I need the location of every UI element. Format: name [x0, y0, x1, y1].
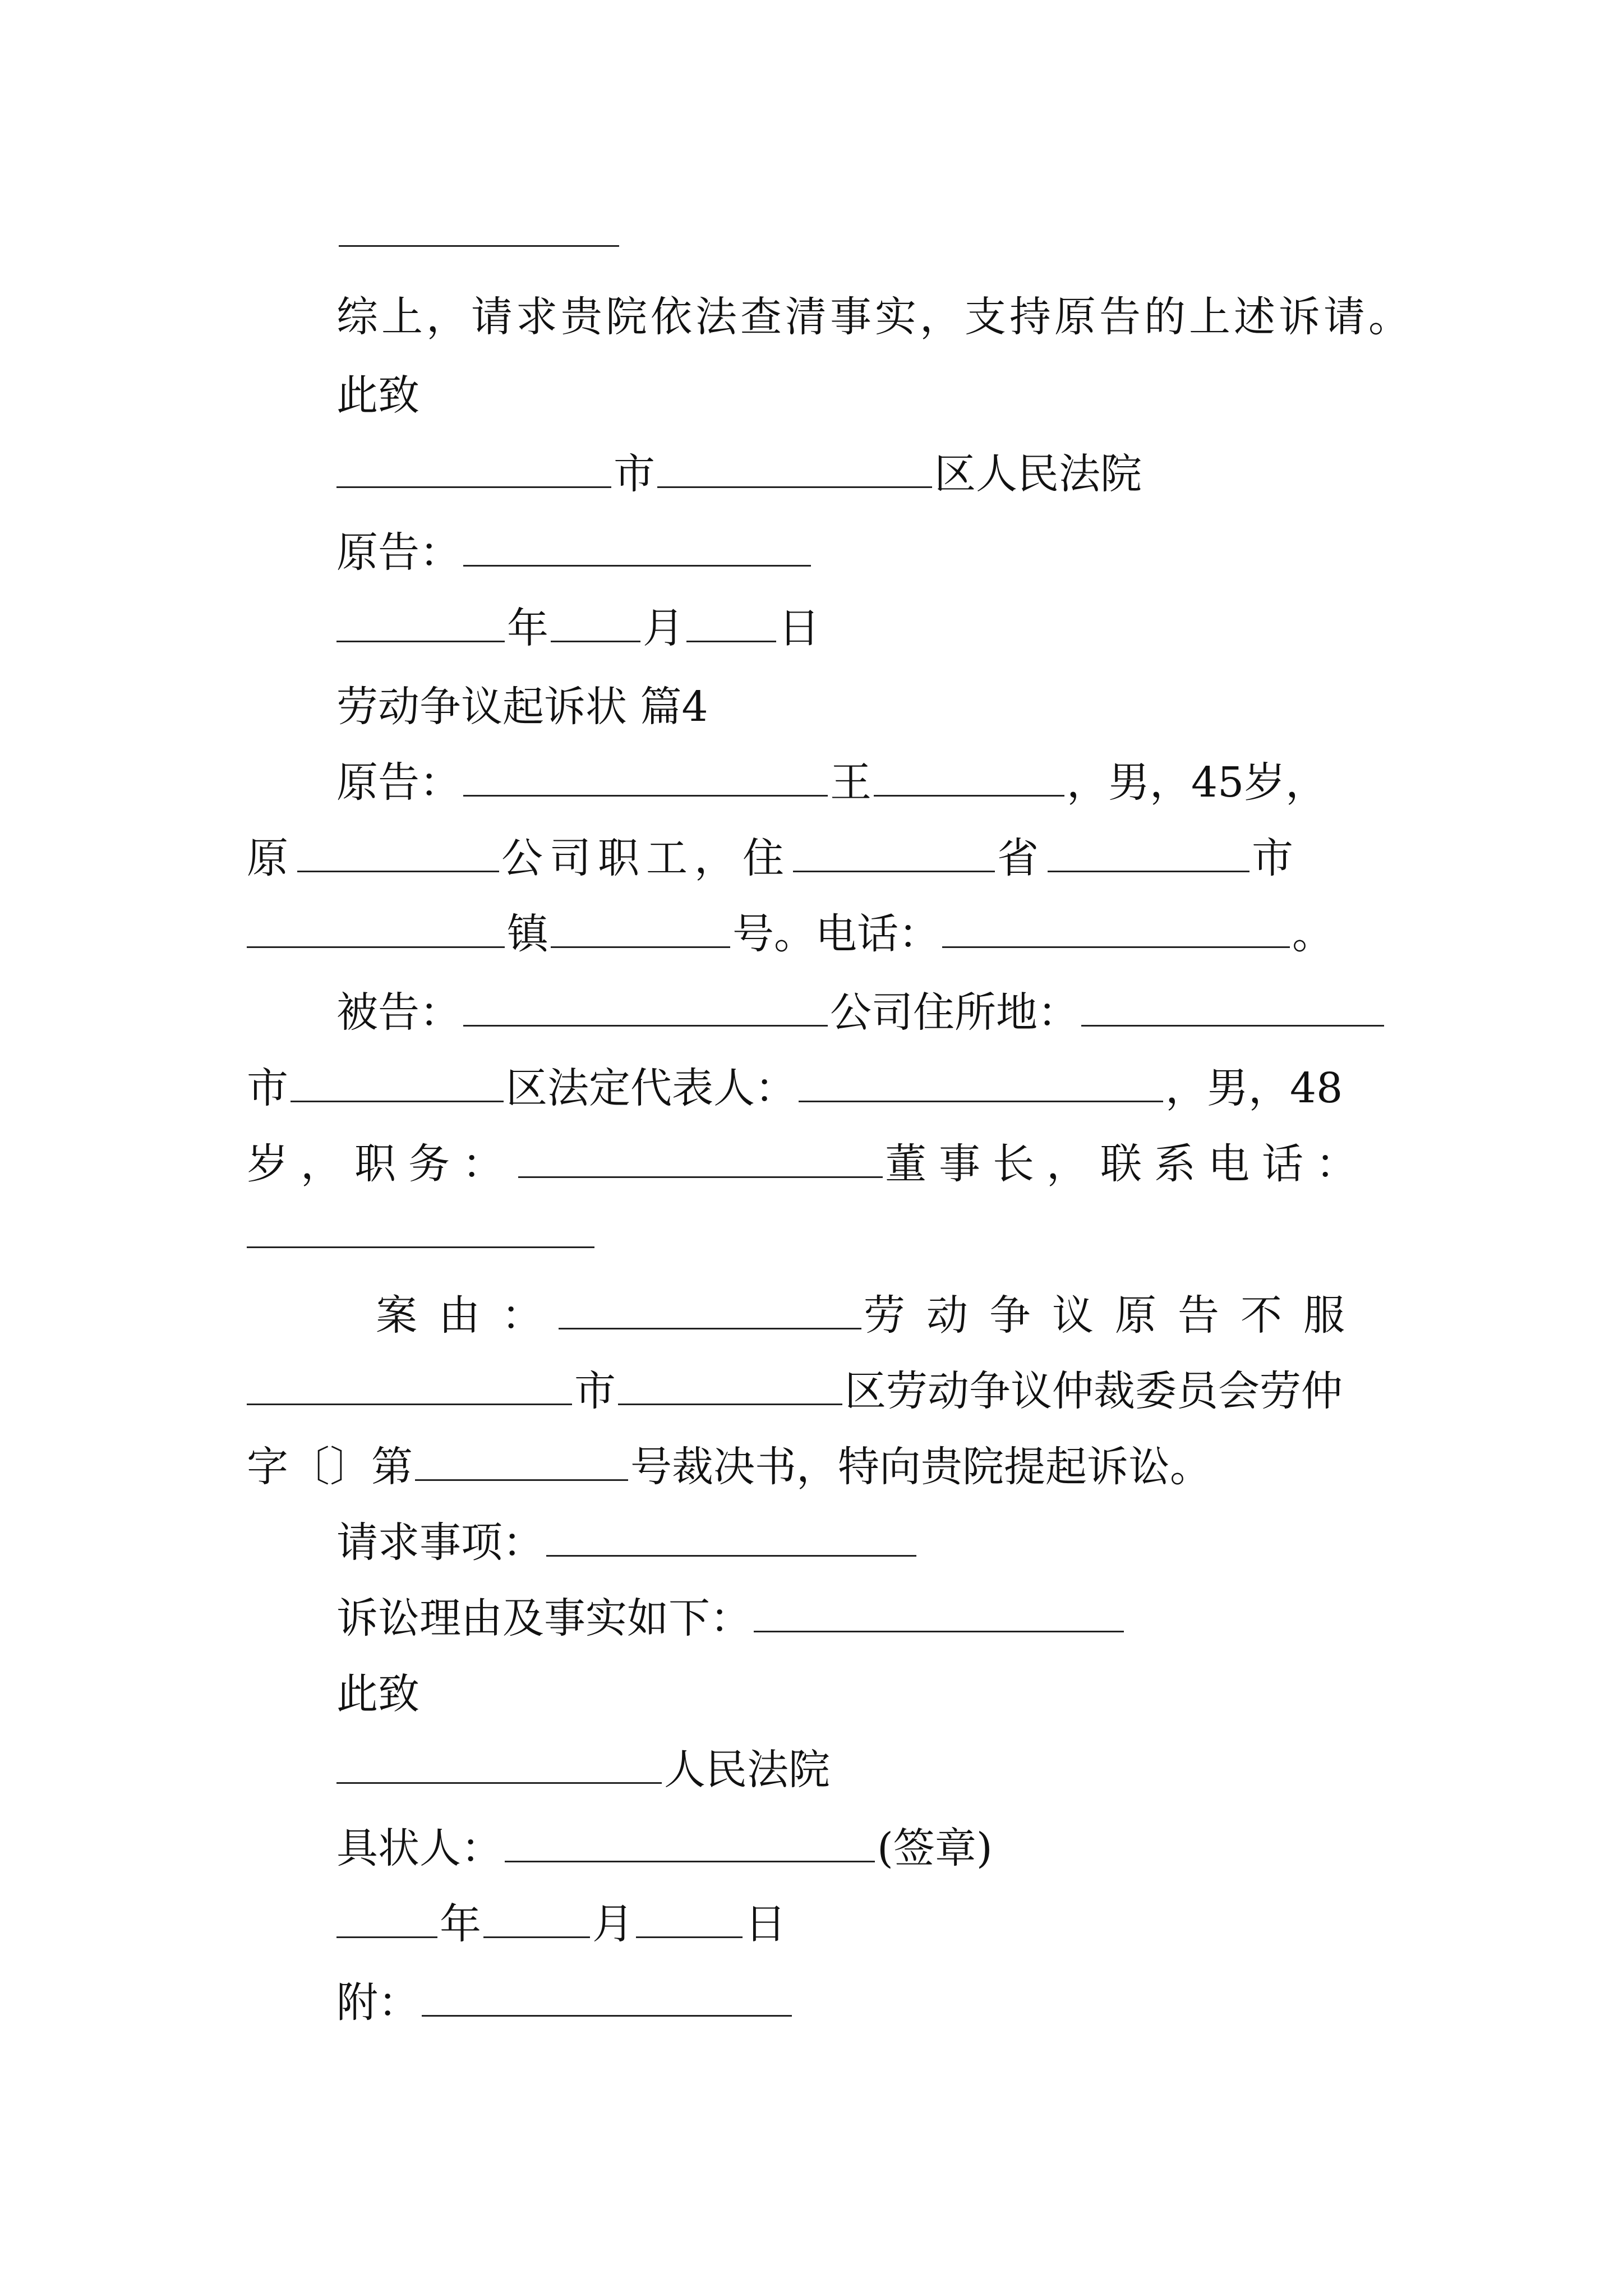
company-staff-text: 公司职工，住 [501, 834, 791, 882]
town-blank[interactable] [247, 908, 505, 948]
court-line-2 [336, 1742, 830, 1798]
defendant-info-line-2 [247, 1060, 1343, 1116]
city-blank[interactable] [1048, 832, 1249, 872]
district-rep-label: 区法定代表人： [506, 1064, 796, 1112]
case-reason-blank[interactable] [559, 1290, 861, 1329]
town-text: 镇 [507, 910, 548, 958]
month-blank-2[interactable] [483, 1898, 590, 1938]
contact-phone-blank[interactable] [247, 1208, 594, 1248]
day-label-2: 日 [745, 1900, 786, 1948]
defendant-info-line-1 [336, 984, 1386, 1041]
claims-label: 请求事项： [336, 1519, 544, 1567]
city-blank[interactable] [336, 448, 611, 488]
position-blank[interactable] [518, 1138, 883, 1178]
title-contact-label: 董事长，联系电话： [885, 1140, 1370, 1188]
court-name-blank[interactable] [336, 1744, 662, 1784]
reasons-label: 诉讼理由及事实如下： [336, 1594, 751, 1642]
plaintiff-info-line-3 [247, 906, 1334, 962]
date-line-2 [336, 1896, 786, 1952]
year-label: 年 [507, 604, 548, 652]
signer-blank[interactable] [505, 1823, 875, 1862]
ruling-number-blank[interactable] [415, 1441, 628, 1481]
date-line-1 [336, 600, 820, 656]
plaintiff-sign-blank[interactable] [463, 527, 811, 567]
defendant-gender-age: ，男，48 [1165, 1064, 1343, 1112]
city-text: 市 [1252, 834, 1300, 882]
day-blank[interactable] [686, 602, 776, 642]
signer-label: 具状人： [336, 1824, 502, 1872]
salutation-text: 此致 [336, 371, 419, 420]
arbitration-city: 市 [574, 1367, 616, 1415]
defendant-city-blank[interactable] [291, 1062, 504, 1102]
salutation-2 [336, 1666, 419, 1722]
month-blank[interactable] [551, 602, 640, 642]
city-suffix: 市 [614, 450, 655, 498]
plaintiff-info-line-1 [336, 754, 1327, 811]
address-blank[interactable] [1081, 987, 1384, 1027]
plaintiff-sign-line [336, 524, 813, 581]
day-blank-2[interactable] [636, 1898, 743, 1938]
plaintiff-sign-label: 原告： [336, 528, 461, 577]
section-title [336, 679, 708, 735]
top-blank-line [336, 205, 621, 261]
arbitration-district-blank[interactable] [618, 1365, 842, 1405]
arbitration-city-blank[interactable] [247, 1365, 572, 1405]
defendant-blank[interactable] [463, 987, 828, 1027]
attachment-line [336, 1975, 794, 2031]
year-blank-2[interactable] [336, 1898, 437, 1938]
case-reason-line-2 [247, 1363, 1343, 1419]
reasons-line [336, 1590, 1126, 1646]
phone-blank[interactable] [942, 908, 1290, 948]
month-label-2: 月 [592, 1900, 634, 1948]
plaintiff-blank[interactable] [463, 757, 828, 797]
ruling-suffix: 号裁决书，特向贵院提起诉讼。 [630, 1443, 1211, 1491]
district-court-suffix: 区人民法院 [934, 450, 1142, 498]
plaintiff-label: 原告： [336, 758, 461, 807]
defendant-city: 市 [247, 1064, 288, 1112]
plaintiff-gender-age: ，男，45岁， [1067, 758, 1327, 807]
former-prefix: 原 [247, 834, 295, 882]
case-reason-line-1 [376, 1287, 1366, 1343]
defendant-label: 被告： [336, 988, 461, 1037]
province-blank[interactable] [793, 832, 995, 872]
claims-blank[interactable] [546, 1517, 916, 1557]
case-reason-text-1: 劳动争议原告不服 [864, 1291, 1366, 1340]
district-blank[interactable] [657, 448, 932, 488]
conclusion-text: 综上，请求贵院依法查清事实，支持原告的上述诉请。 [336, 293, 1413, 341]
house-number-blank[interactable] [551, 908, 730, 948]
month-label: 月 [643, 604, 684, 652]
blank-field[interactable] [339, 207, 619, 247]
ruling-prefix: 字〔〕第 [247, 1443, 413, 1491]
company-address-label: 公司住所地： [830, 988, 1079, 1037]
defendant-info-line-3 [247, 1136, 1370, 1192]
plaintiff-name: 王 [830, 758, 872, 807]
salutation-1 [336, 367, 419, 424]
court-suffix: 人民法院 [664, 1746, 830, 1794]
reasons-blank[interactable] [754, 1593, 1124, 1632]
court-line-1 [336, 446, 1142, 502]
number-phone-text: 号。电话： [732, 910, 940, 958]
seal-text: (签章) [877, 1824, 993, 1872]
section-title-text: 劳动争议起诉状 篇4 [336, 683, 708, 731]
rep-name-blank[interactable] [799, 1062, 1163, 1102]
arbitration-committee-text: 区劳动争议仲裁委员会劳仲 [845, 1367, 1343, 1415]
claims-line [336, 1515, 919, 1571]
signer-line [336, 1820, 993, 1876]
province-text: 省 [997, 834, 1045, 882]
age-position-label: 岁，职务： [247, 1140, 516, 1188]
year-blank[interactable] [336, 602, 505, 642]
contact-phone-line [247, 1206, 597, 1262]
year-label-2: 年 [440, 1900, 481, 1948]
case-reason-line-3 [247, 1439, 1211, 1495]
attachment-blank[interactable] [422, 1977, 792, 2017]
day-label: 日 [778, 604, 820, 652]
plaintiff-info-line-2 [247, 830, 1300, 886]
conclusion-paragraph [336, 289, 1413, 345]
company-blank[interactable] [297, 832, 499, 872]
case-reason-label: 案由： [376, 1291, 564, 1340]
attachment-label: 附： [336, 1978, 419, 2027]
salutation-text-2: 此致 [336, 1670, 419, 1718]
period: 。 [1292, 910, 1334, 958]
plaintiff-name-blank[interactable] [874, 757, 1064, 797]
